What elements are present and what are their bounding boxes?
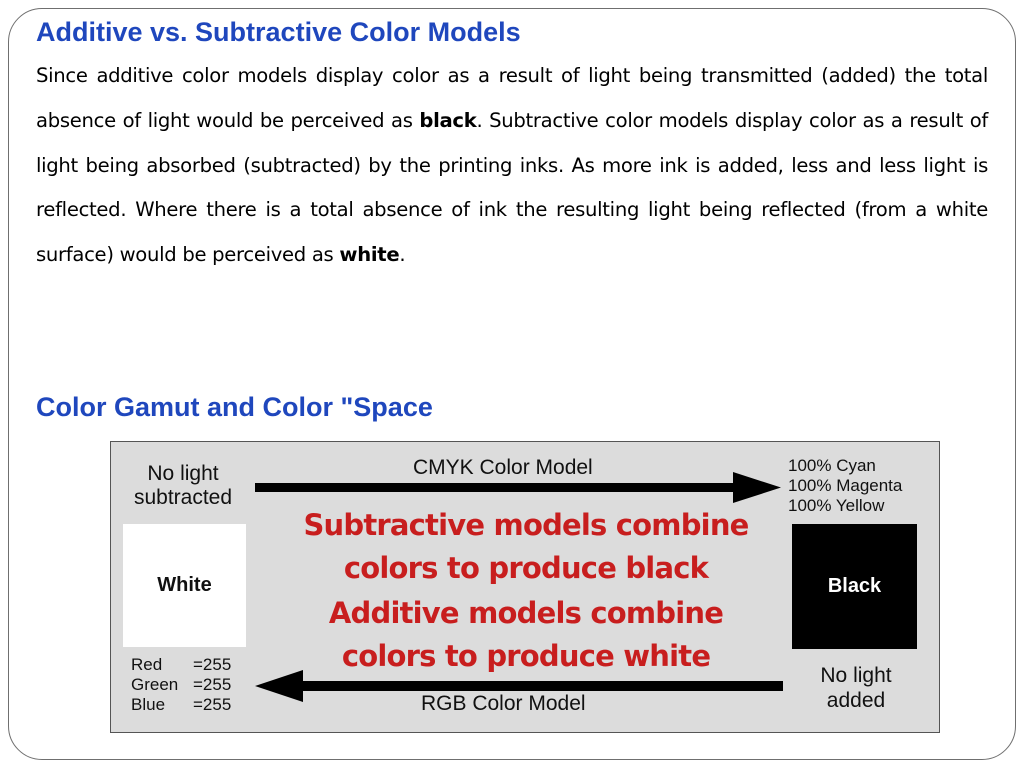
paragraph-bold-black: black xyxy=(419,108,477,132)
cmyk-value-yellow: 100% Yellow xyxy=(788,496,885,515)
white-swatch xyxy=(123,524,246,647)
no-light-subtracted-line-2: subtracted xyxy=(133,486,233,509)
heading-color-models: Additive vs. Subtractive Color Models xyxy=(36,17,521,47)
no-light-added-line-2: added xyxy=(826,689,886,712)
rgb-model-label: RGB Color Model xyxy=(421,692,586,715)
rgb-row-red xyxy=(131,655,231,675)
no-light-added-label xyxy=(797,663,915,713)
rgb-values-list xyxy=(131,655,231,715)
rgb-value-blue: =255 xyxy=(193,695,232,714)
cmyk-arrow-right-icon xyxy=(255,470,783,504)
cmyk-value-magenta: 100% Magenta xyxy=(788,476,903,495)
no-light-added-line-1: No light xyxy=(820,664,892,687)
additive-statement xyxy=(301,592,751,678)
no-light-subtracted-line-1: No light xyxy=(147,462,219,485)
black-swatch xyxy=(792,524,917,649)
no-light-subtracted-label xyxy=(123,462,243,510)
color-model-figure xyxy=(110,441,940,733)
paragraph-part-3: . xyxy=(399,243,406,267)
subtractive-statement xyxy=(301,504,751,590)
body-paragraph xyxy=(36,54,988,278)
cmyk-model-label: CMYK Color Model xyxy=(413,456,593,479)
paragraph-bold-white: white xyxy=(339,243,400,267)
rgb-name-green: Green xyxy=(131,675,179,694)
cmyk-values-list xyxy=(788,456,902,516)
paragraph-part-2: . Subtractive color models display color as a result of light being absorbed (subtracted) by the printing inks. As more ink is added, less and less light is reflected. Where there is a total absence of ink the resulting light being reflected (from a white surface) would be perceived as xyxy=(36,108,988,267)
cmyk-value-cyan: 100% Cyan xyxy=(788,456,876,475)
additive-line-2: colors to produce white xyxy=(341,639,711,673)
rgb-value-red: =255 xyxy=(193,655,232,674)
subtractive-line-1: Subtractive models combine xyxy=(303,508,749,542)
rgb-name-red: Red xyxy=(131,655,163,674)
black-swatch-label: Black xyxy=(827,575,882,597)
rgb-row-blue xyxy=(131,695,231,715)
subtractive-line-2: colors to produce black xyxy=(343,551,709,585)
additive-line-1: Additive models combine xyxy=(328,596,724,630)
rgb-row-green xyxy=(131,675,231,695)
white-swatch-label: White xyxy=(157,574,212,596)
heading-color-gamut: Color Gamut and Color "Space xyxy=(36,392,433,422)
rgb-value-green: =255 xyxy=(193,675,232,694)
rgb-name-blue: Blue xyxy=(131,695,166,714)
paragraph-part-1: Since additive color models display color as a result of light being transmitted (added) the total absence of light would be perceived as xyxy=(36,64,988,132)
